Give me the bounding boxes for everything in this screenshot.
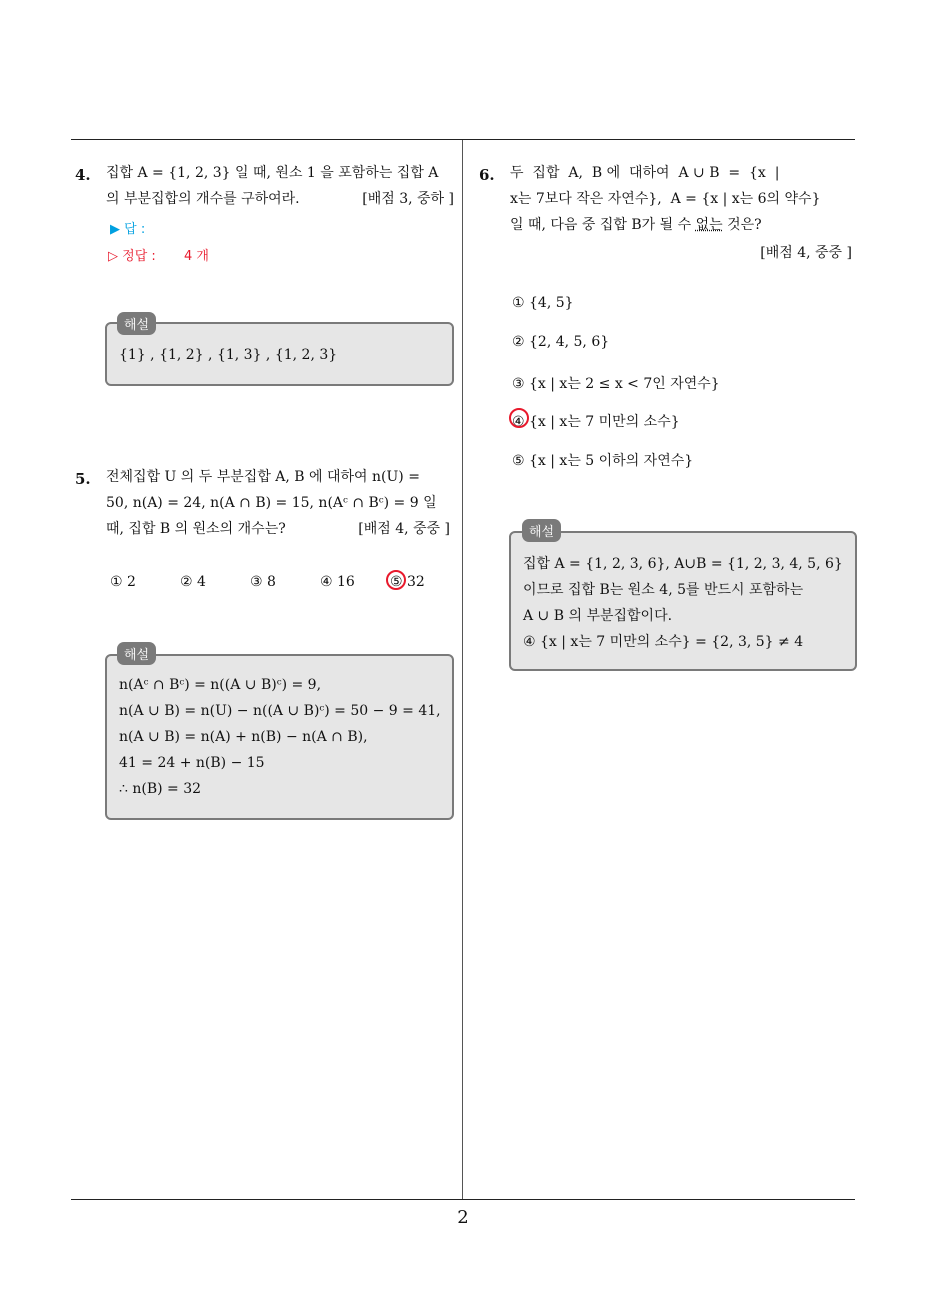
question-text-line2: x는 7보다 작은 자연수}, A = {x | x는 6의 약수} [510,191,821,207]
solution-tag: 해설 [522,519,561,542]
points: [배점 4, 중중 ] [358,521,450,537]
solution-line: n(Aᶜ ∩ Bᶜ) = n((A ∪ B)ᶜ) = 9, [119,677,322,693]
choice-1[interactable]: ① 2 [110,574,136,590]
question-text-line2: 50, n(A) = 24, n(A ∩ B) = 15, n(Aᶜ ∩ Bᶜ) = 9 일 [106,495,437,511]
choice-2[interactable]: ② {2, 4, 5, 6} [512,334,610,350]
solution-box [509,531,857,671]
choice-2[interactable]: ② 4 [180,574,206,590]
question-text-line1: 집합 A = {1, 2, 3} 일 때, 원소 1 을 포함하는 집합 A [106,165,439,181]
selected-choice-mark [386,570,406,590]
choice-5[interactable]: ⑤ {x | x는 5 이하의 자연수} [512,453,694,469]
column-divider [462,140,463,1200]
solution-line: n(A ∪ B) = n(A) + n(B) − n(A ∩ B), [119,729,368,745]
question-text-line3: 때, 집합 B 의 원소의 개수는? [106,521,286,537]
choice-1[interactable]: ① {4, 5} [512,295,574,311]
solution-line: 집합 A = {1, 2, 3, 6}, A∪B = {1, 2, 3, 4, 5, 6} [523,556,843,572]
solution-line: 41 = 24 + n(B) − 15 [119,755,265,771]
solution-line: ∴ n(B) = 32 [119,781,202,797]
top-rule [71,139,855,140]
points: [배점 4, 중중 ] [760,245,852,261]
question-text: 것은? [722,217,762,233]
correct-label: ▷ 정답 : [108,249,156,264]
solution-line: {1} , {1, 2} , {1, 3} , {1, 2, 3} [119,347,338,363]
question-number: 5. [75,470,91,488]
solution-line: A ∪ B 의 부분집합이다. [523,608,673,624]
correct-value: 4 개 [184,249,209,264]
choice-3[interactable]: ③ 8 [250,574,276,590]
question-number: 6. [479,166,495,184]
answer-label: ▶ 답 : [110,222,146,237]
bottom-rule [71,1199,855,1200]
points: [배점 3, 중하 ] [362,191,454,207]
question-number: 4. [75,166,91,184]
choice-3[interactable]: ③ {x | x는 2 ≤ x < 7인 자연수} [512,376,720,392]
emphasis-text: 없는 [695,217,723,233]
solution-line: n(A ∪ B) = n(U) − n((A ∪ B)ᶜ) = 50 − 9 = 41, [119,703,441,719]
choice-5[interactable]: ⑤ 32 [390,574,425,590]
question-text-line1: 전체집합 U 의 두 부분집합 A, B 에 대하여 n(U) = [106,469,420,485]
solution-box [105,654,454,820]
question-text-line1: 두 집합 A, B 에 대하여 A ∪ B = {x | [510,165,780,181]
solution-tag: 해설 [117,642,156,665]
question-text-line2: 의 부분집합의 개수를 구하여라. [106,191,300,207]
solution-line: 이므로 집합 B는 원소 4, 5를 반드시 포함하는 [523,582,804,598]
page-number: 2 [457,1207,469,1228]
choice-4[interactable]: ④ 16 [320,574,355,590]
solution-tag: 해설 [117,312,156,335]
solution-box [105,322,454,386]
solution-line: ④ {x | x는 7 미만의 소수} = {2, 3, 5} ≠ 4 [523,634,804,650]
question-text-line3 [510,212,762,238]
question-text: 일 때, 다음 중 집합 B가 될 수 [510,217,696,233]
selected-choice-mark [509,408,529,428]
choice-4[interactable]: ④ {x | x는 7 미만의 소수} [512,414,680,430]
